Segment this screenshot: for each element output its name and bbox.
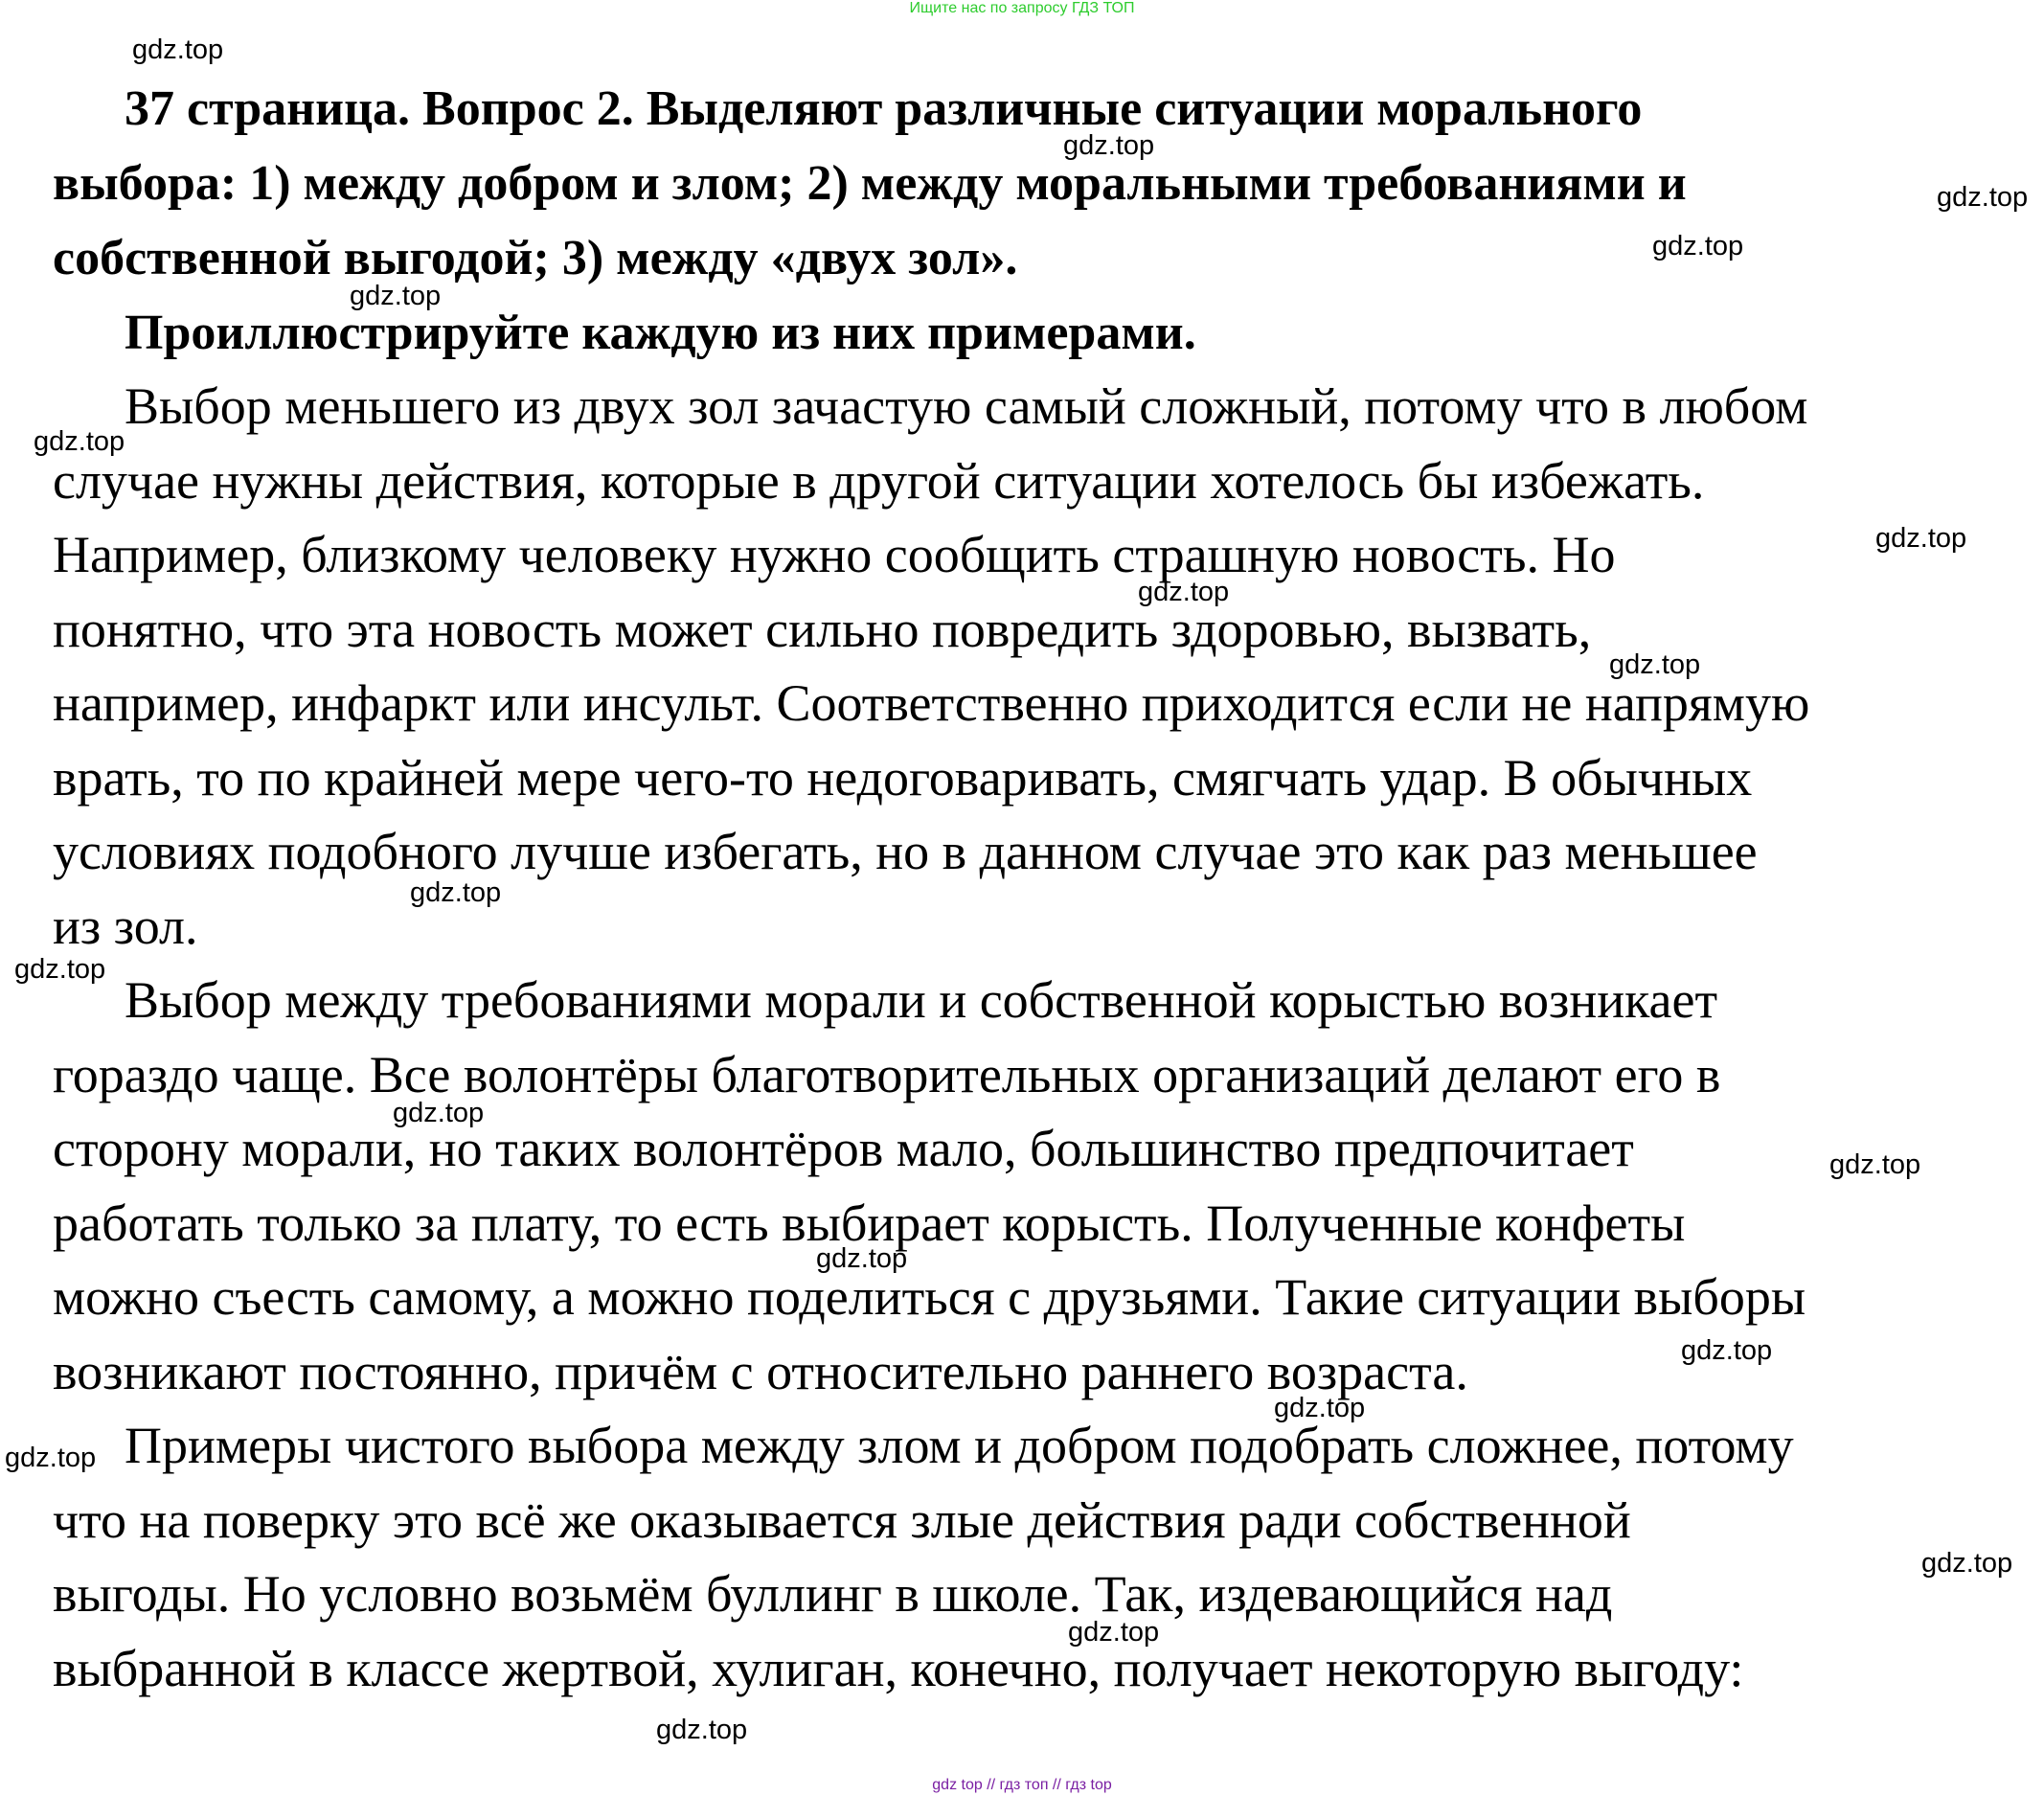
footer-links[interactable]: gdz top // гдз топ // гдз top xyxy=(932,1777,1112,1793)
watermark: gdz.top xyxy=(816,1243,908,1274)
answer-line: Например, близкому человеку нужно сообщить страшную новость. Но xyxy=(53,526,1616,583)
answer-line: можно съесть самому, а можно поделиться с друзьями. Такие ситуации выборы xyxy=(53,1268,1806,1326)
watermark: gdz.top xyxy=(34,426,125,457)
answer-line: выгоды. Но условно возьмём буллинг в школе. Так, издевающийся над xyxy=(53,1565,1613,1623)
watermark: gdz.top xyxy=(1652,231,1744,261)
watermark: gdz.top xyxy=(1875,523,1967,554)
watermark: gdz.top xyxy=(1274,1393,1366,1423)
answer-line: например, инфаркт или инсульт. Соответственно приходится если не напрямую xyxy=(53,674,1810,732)
watermark: gdz.top xyxy=(350,281,442,311)
answer-line: что на поверку это всё же оказывается злые действия ради собственной xyxy=(53,1491,1631,1549)
answer-line: врать, то по крайней мере чего-то недоговаривать, смягчать удар. В обычных xyxy=(53,749,1753,807)
watermark: gdz.top xyxy=(1681,1335,1773,1366)
watermark: gdz.top xyxy=(14,954,106,985)
answer-line: из зол. xyxy=(53,898,198,955)
watermark: gdz.top xyxy=(1921,1548,2013,1579)
watermark: gdz.top xyxy=(1068,1617,1160,1648)
watermark: gdz.top xyxy=(1063,130,1155,161)
watermark: gdz.top xyxy=(1609,649,1701,680)
answer-line: работать только за плату, то есть выбирает корысть. Полученные конфеты xyxy=(53,1194,1686,1252)
answer-line: случае нужны действия, которые в другой ситуации хотелось бы избежать. xyxy=(53,452,1705,510)
watermark: gdz.top xyxy=(5,1443,97,1473)
answer-line: понятно, что эта новость может сильно повредить здоровью, вызвать, xyxy=(53,601,1592,658)
watermark: gdz.top xyxy=(410,877,502,908)
answer-line: условиях подобного лучше избегать, но в данном случае это как раз меньшее xyxy=(53,823,1758,880)
watermark: gdz.top xyxy=(1829,1149,1921,1180)
answer-line: сторону морали, но таких волонтёров мало, большинство предпочитает xyxy=(53,1120,1634,1177)
question-line: собственной выгодой; 3) между «двух зол». xyxy=(53,231,1018,285)
answer-line: Выбор между требованиями морали и собственной корыстью возникает xyxy=(125,971,1718,1029)
question-line: выбора: 1) между добром и злом; 2) между моральными требованиями и xyxy=(53,156,1687,211)
watermark: gdz.top xyxy=(656,1715,748,1745)
answer-line: Примеры чистого выбора между злом и добром подобрать сложнее, потому xyxy=(125,1417,1794,1474)
answer-line: возникают постоянно, причём с относительно раннего возраста. xyxy=(53,1343,1468,1400)
answer-line: выбранной в классе жертвой, хулиган, конечно, получает некоторую выгоду: xyxy=(53,1640,1744,1697)
watermark: gdz.top xyxy=(132,34,224,65)
question-line: 37 страница. Вопрос 2. Выделяют различные ситуации морального xyxy=(125,81,1643,136)
watermark: gdz.top xyxy=(1937,182,2029,213)
watermark: gdz.top xyxy=(393,1098,485,1128)
watermark: gdz.top xyxy=(1138,577,1230,607)
top-banner: Ищите нас по запросу ГДЗ ТОП xyxy=(909,0,1135,16)
answer-line: гораздо чаще. Все волонтёры благотворительных организаций делают его в xyxy=(53,1046,1721,1103)
answer-line: Выбор меньшего из двух зол зачастую самый сложный, потому что в любом xyxy=(125,377,1808,435)
question-line: Проиллюстрируйте каждую из них примерами. xyxy=(125,306,1196,360)
